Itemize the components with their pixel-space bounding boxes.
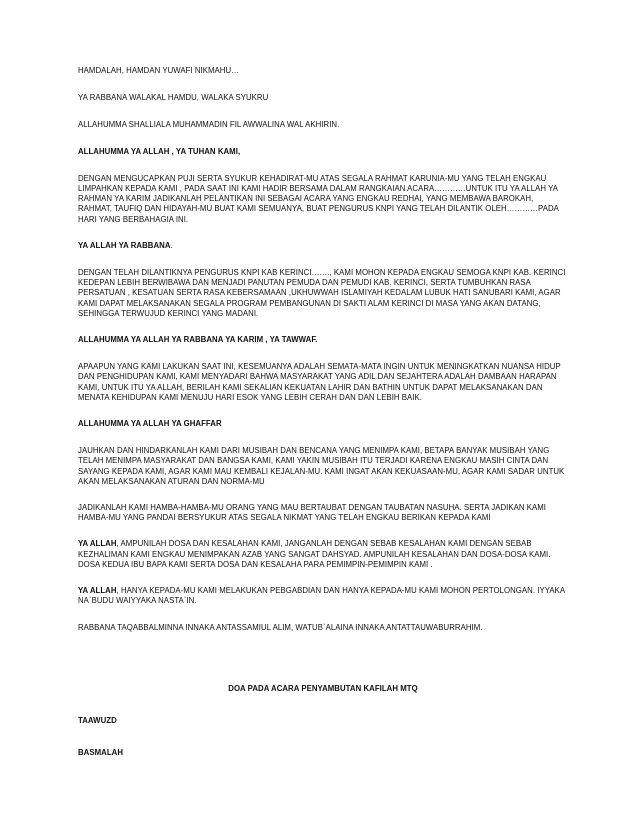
paragraph-5: JADIKANLAH KAMI HAMBA-HAMBA-MU ORANG YANG MAU BERTAUBAT DENGAN TAUBATAN NASUHA. SERTA JADIKAN KAMI HAMBA-MU YANG PANDAI BERSYUKUR ATAS SEGALA NIKMAT YANG TELAH ENGKAU BERIKAN KEPADA KAMI <box>78 503 547 523</box>
second-doa-title: DOA PADA ACARA PENYAMBUTAN KAFILAH MTQ <box>228 683 418 693</box>
paragraph-3: APAAPUN YANG KAMI LAKUKAN SAAT INI, KESEMUANYA ADALAH SEMATA-MATA INGIN UNTUK MENINGKATKAN NUANSA HIDUP DAN PENGHIDUPAN KAMI, KAMI MENYADARI BAHWA MASYARAKAT YANG ADIL DAN SEJAHTERA ADALAH DAMBAAN HARAPAN KAMI, UNTUK ITU YA ALLAH, BERILAH KAMI SEKALIAN KEKUATAN LAHIR DAN BATHIN UNTUK DAPAT MELAKSANAKAN DAN MENATA KEHIDUPAN KAMI MENUJU HARI ESOK YANG LEBIH CERAH DAN DAN LEBIH BAIK. <box>78 362 561 402</box>
taawudz-heading: TAAWUZD <box>78 715 117 725</box>
section-heading-4: ALLAHUMMA YA ALLAH YA GHAFFAR <box>78 419 222 429</box>
section-heading-1: ALLAHUMMA YA ALLAH , YA TUHAN KAMI, <box>78 146 241 156</box>
section-heading-2: YA ALLAH YA RABBANA <box>78 240 171 250</box>
paragraph-7-body: , HANYA KEPADA-MU KAMI MELAKUKAN PEBGABDIAN DAN HANYA KEPADA-MU KAMI MOHON PERTOLONGAN. IYYAKA NA`BUDU WAIYYAKA NASTA`IN. <box>78 586 565 606</box>
paragraph-7-lead: YA ALLAH <box>78 586 117 596</box>
basmalah-heading: BASMALAH <box>78 748 124 758</box>
section-heading-2-suffix: . <box>170 240 173 250</box>
paragraph-6-body: , AMPUNILAH DOSA DAN KESALAHAN KAMI, JANGANLAH DENGAN SEBAB KESALAHAN KAMI DENGAN SEBAB KEZHALIMAN KAMI ENGKAU MENIMPAKAN AZAB YANG SANGAT DAHSYAD. AMPUNILAH KESALAHAN DAN DOSA-DOSA KAMI. DOSA KEDUA IBU BAPA KAMI SERTA DOSA DAN KESALAHA PARA PEMIMPIN-PEMIMPIN KAMI . <box>78 539 551 569</box>
paragraph-6-lead: YA ALLAH <box>78 539 117 549</box>
opening-line-allahumma: ALLAHUMMA SHALLIALA MUHAMMADIN FIL AWWALINA WAL AKHIRIN. <box>78 120 340 130</box>
paragraph-2: DENGAN TELAH DILANTIKNYA PENGURUS KNPI KAB KERINCI……., KAMI MOHON KEPADA ENGKAU SEMOGA KNPI KAB. KERINCI KEDEPAN LEBIH BERWIBAWA DAN MENJADI PANUTAN PEMUDA DAN PEMUDI KAB. KERINCI, SERTA TUMBUHKAN RASA PERSATUAN , KESATUAN SERTA RASA KEBERSAMAAN ,UKHUWWAH ISLAMIYAH KEDALAM LUBUK HATI SANUBARI KAMI, AGAR KAMI DAPAT MELAKSANAKAN SEGALA PROGRAM PEMBANGUNAN DI SAKTI ALAM KERINCI DI MASA YANG AKAN DATANG, SEHINGGA TERWUJUD KERINCI YANG MADANI. <box>78 268 566 318</box>
section-heading-2-line <box>78 241 568 251</box>
paragraph-6 <box>78 539 568 570</box>
opening-line-hamdalah: HAMDALAH, HAMDAN YUWAFI NIKMAHU… <box>78 66 240 75</box>
paragraph-4: JAUHKAN DAN HINDARKANLAH KAMI DARI MUSIBAH DAN BENCANA YANG MENIMPA KAMI, BETAPA BANYAK MUSIBAH YANG TELAH MENIMPA MASYARAKAT DAN BANGSA KAMI, KAMI YAKIN MUSIBAH ITU TERJADI KARENA ENGKAU MASIH CINTA DAN SAYANG KEPADA KAMI, AGAR KAMI MAU KEMBALI KEJALAN-MU. KAMI INGAT AKAN KEKUASAAN-MU, AGAR KAMI SADAR UNTUK AKAN MELAKSANAKAN ATURAN DAN NORMA-MU <box>78 446 565 486</box>
paragraph-7 <box>78 586 568 606</box>
paragraph-1: DENGAN MENGUCAPKAN PUJI SERTA SYUKUR KEHADIRAT-MU ATAS SEGALA RAHMAT KARUNIA-MU YANG TELAH ENGKAU LIMPAHKAN KEPADA KAMI , PADA SAAT INI KAMI HADIR BERSAMA DALAM RANGKAIAN ACARA…………UNTUK ITU YA ALLAH YA RAHMAN YA KARIM JADIKANLAH PELANTIKAN INI SEBAGAI ACARA YANG ENGKAU REDHAI, YANG MEMBAWA BAROKAH, RAHMAT, TAUFIQ DAN HIDAYAH-MU BUAT KAMI SEMUANYA, BUAT PENGURUS KNPI YANG TELAH DILANTIK OLEH…………PADA HARI YANG BERBAHAGIA INI. <box>78 173 559 224</box>
section-heading-3: ALLAHUMMA YA ALLAH YA RABBANA YA KARIM , YA TAWWAF. <box>78 335 318 345</box>
paragraph-8: RABBANA TAQABBALMINNA INNAKA ANTASSAMIUL ALIM, WATUB`ALAINA INNAKA ANTATTAUWABURRAHIM. <box>78 622 483 632</box>
opening-line-yarabbana: YA RABBANA WALAKAL HAMDU, WALAKA SYUKRU <box>78 93 269 103</box>
